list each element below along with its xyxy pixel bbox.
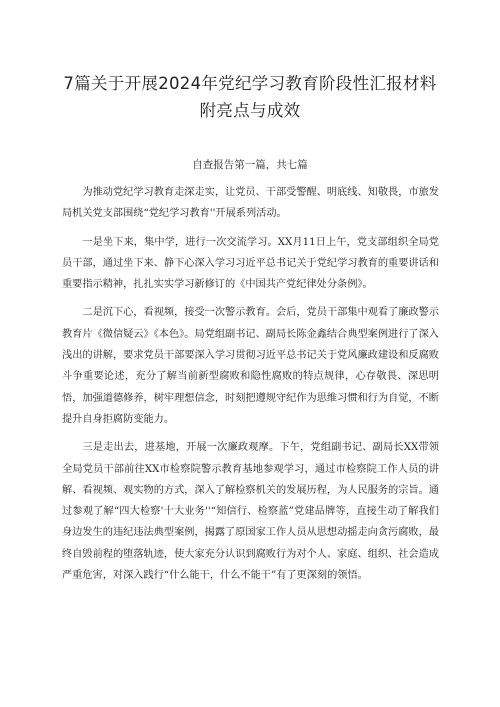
paragraph-site-visit: 三是走出去，进基地，开展一次廉政观摩。下午，党组副书记、副局长XX带领全局党员干部前往XX市检察院警示教育基地参观学习，通过市检察院工作人员的讲解、看视频、观实物的方式，深入了解检察机关的发展历程，为人民服务的宗旨。通过参观了解“四大检察'十大业务''“知信行、检察蓝”党建品牌等，直接生动了解我们身边发生的违纪违法典型案例，揭露了原国家工作人员从思想动摇走向贪污腐败，最终自毁前程的堕落轨迹，使大家充分认识到腐败行为对个人、家庭、组织、社会造成严重危害，对深入践行“什么能干，什么不能干”有了更深刻的领悟。 bbox=[62, 442, 439, 582]
paragraph-study: 一是坐下来，集中学，进行一次交流学习。XX月11日上午，党支部组织全局党员干部，通过坐下来、静下心深入学习习近平总书记关于党纪学习教育的重要讲话和重要指示精神，扎扎实实学习新修订的《中国共产党纪律处分条例》。 bbox=[62, 236, 439, 291]
document-body bbox=[62, 182, 439, 593]
document-title-line2: 附亮点与成效 bbox=[199, 101, 301, 120]
paragraph-warning-education: 二是沉下心，看视频，接受一次警示教育。会后，党员干部集中观看了廉政警示教育片《微信疑云》《本色》。局党组副书记、副局长陈金鑫结合典型案例进行了深入浅出的讲解，要求党员干部要深入学习贯彻习近平总书记关于党风廉政建设和反腐败斗争重要论述，充分了解当前新型腐败和隐性腐败的特点规律，心存敬畏、深思明悟，加强道德修养，树牢理想信念，时刻把遵规守纪作为思维习惯和行为自觉，不断提升自身拒腐防变能力。 bbox=[62, 307, 439, 425]
document-title-line1: 7篇关于开展2024年党纪学习教育阶段性汇报材料 bbox=[63, 74, 437, 93]
paragraph-intro: 为推动党纪学习教育走深走实，让党员、干部受警醒、明底线、知敬畏，市旅发局机关党支部围绕“党纪学习教育''开展系列活动。 bbox=[62, 187, 439, 220]
document-subtitle: 自查报告第一篇，共七篇 bbox=[192, 159, 308, 171]
